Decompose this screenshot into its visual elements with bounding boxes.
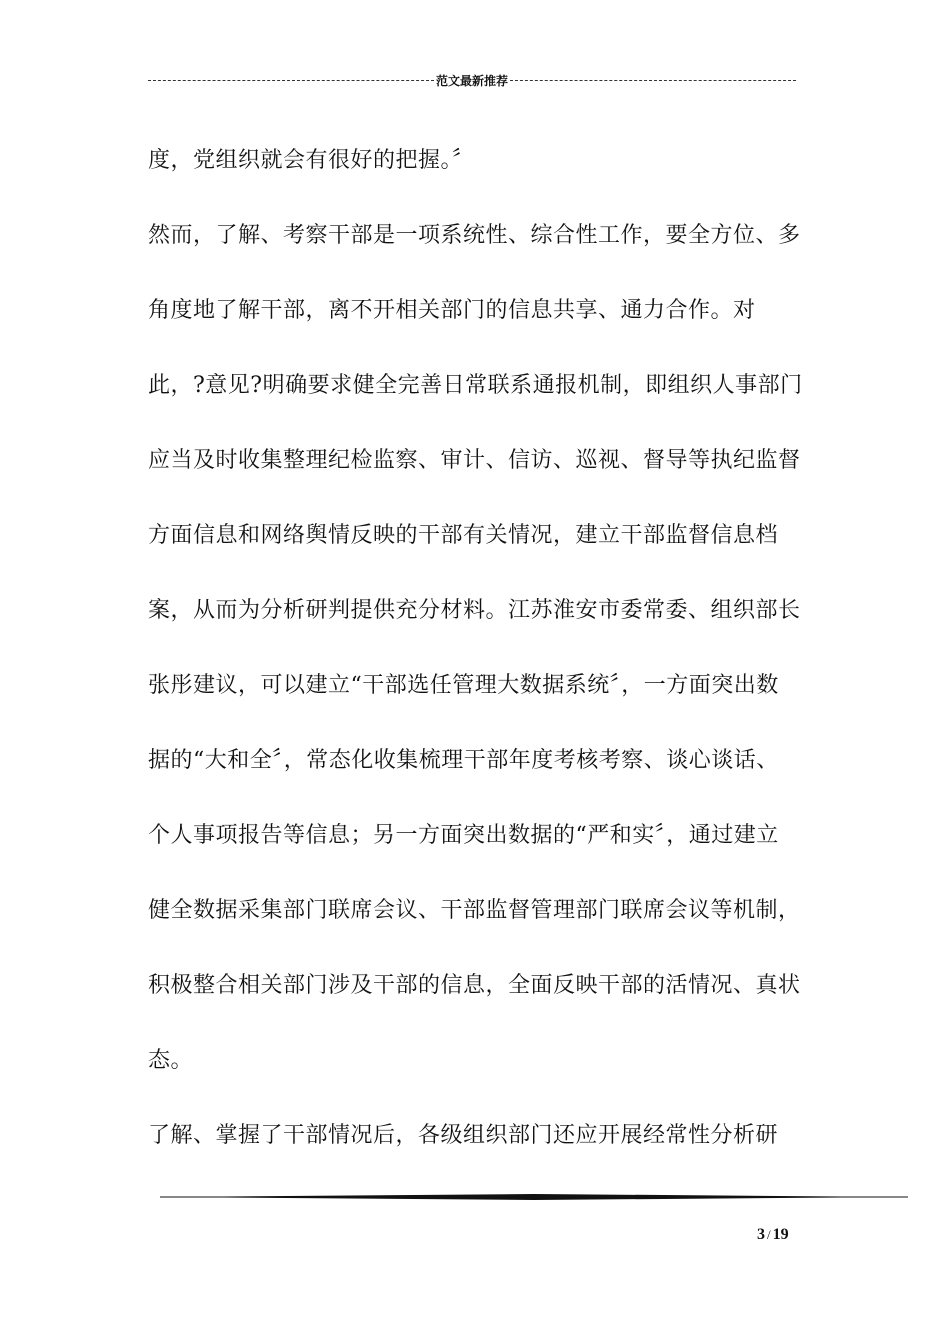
text-line: 角度地了解干部，离不开相关部门的信息共享、通力合作。对	[148, 298, 756, 323]
text-line: 此，?意见?明确要求健全完善日常联系通报机制，即组织人事部门	[148, 373, 803, 398]
text-line: 据的“大和全〞，常态化收集梳理干部年度考核考察、谈心谈话、	[148, 748, 779, 773]
header-dashed-rule-right	[510, 80, 796, 81]
text-line: 案，从而为分析研判提供充分材料。江苏淮安市委常委、组织部长	[148, 598, 801, 623]
text-line: 个人事项报告等信息；另一方面突出数据的“严和实〞，通过建立	[148, 823, 779, 848]
text-line: 积极整合相关部门涉及干部的信息，全面反映干部的活情况、真状	[148, 973, 801, 998]
text-line: 方面信息和网络舆情反映的干部有关情况，建立干部监督信息档	[148, 523, 779, 548]
document-body	[148, 123, 808, 1173]
text-line: 态。	[148, 1048, 194, 1073]
text-line: 应当及时收集整理纪检监察、审计、信访、巡视、督导等执纪监督	[148, 448, 801, 473]
text-line: 了解、掌握了干部情况后，各级组织部门还应开展经常性分析研	[148, 1123, 779, 1148]
page-separator: /	[767, 1227, 771, 1242]
text-line: 度，党组织就会有很好的把握。〞	[148, 148, 475, 173]
page-total: 19	[772, 1226, 789, 1243]
text-line: 张彤建议，可以建立“干部选任管理大数据系统〞，一方面突出数	[148, 673, 779, 698]
page-current: 3	[757, 1226, 765, 1243]
text-line: 然而，了解、考察干部是一项系统性、综合性工作，要全方位、多	[148, 223, 801, 248]
header-dashed-rule-left	[148, 80, 434, 81]
header-title: 范文最新推荐	[436, 73, 509, 88]
page-header	[148, 70, 796, 90]
footer-rule	[160, 1193, 908, 1201]
page-number	[757, 1226, 789, 1244]
text-line: 健全数据采集部门联席会议、干部监督管理部门联席会议等机制，	[148, 898, 801, 923]
